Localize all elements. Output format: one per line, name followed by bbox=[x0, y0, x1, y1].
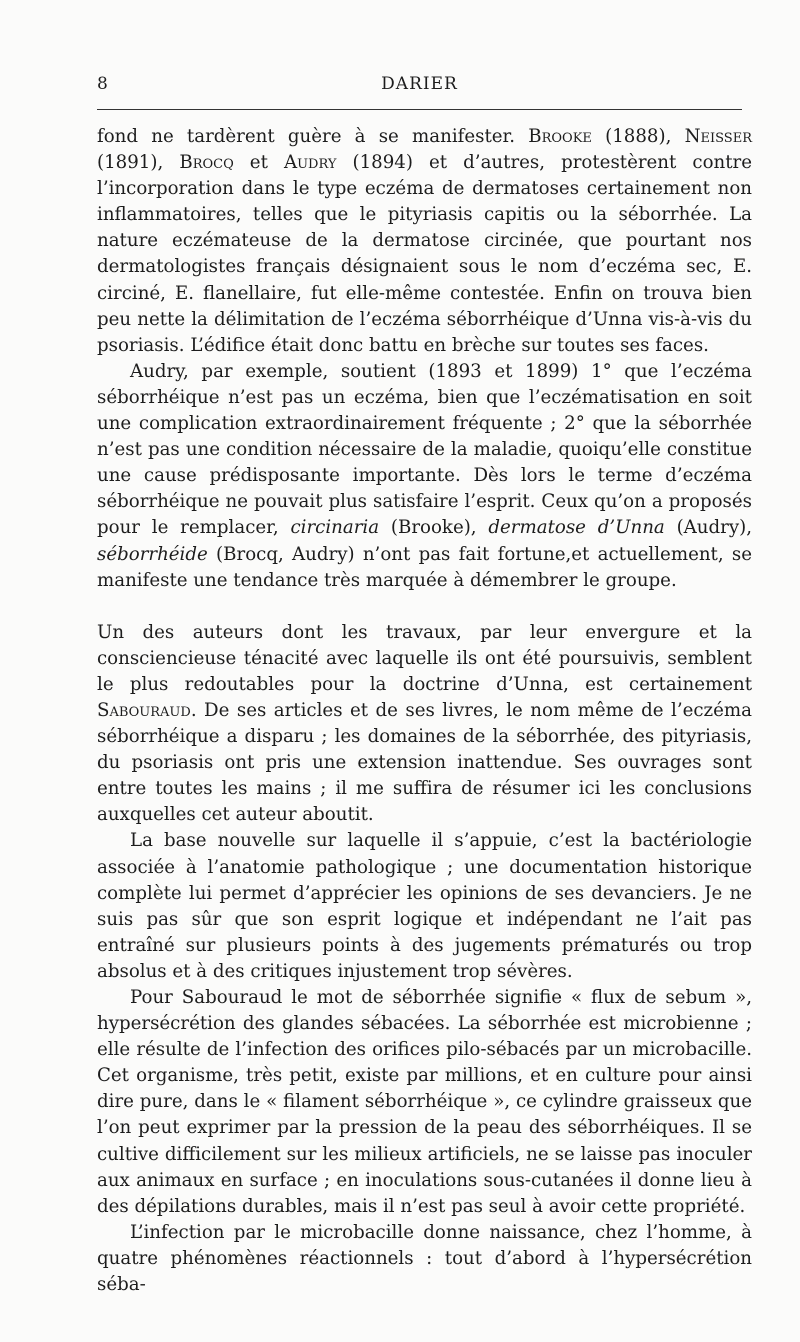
page-number: 8 bbox=[97, 74, 109, 94]
body-text bbox=[97, 124, 752, 1298]
text-run: fond ne tardèrent guère à se manifester. bbox=[97, 126, 529, 147]
text-run: (Brocq, Audry) n’ont pas fait fortune,et actuellement, se manifeste une tendance très marquée à démembrer le groupe. bbox=[97, 543, 752, 591]
text-run: Audry, par exemple, soutient (1893 et 1899) 1° que l’eczéma séborrhéique n’est pas un eczéma, bien que l’eczématisation en soit une complication extraordinairement fréquente ; 2° que la séborrhée n’est pas une condition nécessaire de la maladie, quoiqu’elle constitue une cause prédisposante importante. Dès lors le terme d’eczéma séborrhéique ne pouvait plus satisfaire l’esprit. Ceux qu’on a proposés pour le remplacer, bbox=[97, 360, 752, 539]
header-rule bbox=[97, 109, 742, 110]
text-run: (Audry), bbox=[664, 517, 753, 539]
paragraph-5: Pour Sabouraud le mot de séborrhée signifie « flux de sebum », hypersécrétion des glandes sébacées. La séborrhée est microbienne ; elle résulte de l’infection des orifices pilo-sébacés par un microbacille. Cet organisme, très petit, existe par millions, et en culture pour ainsi dire pure, dans le « filament séborrhéique », ce cylindre graisseux que l’on peut exprimer par la pression de la peau des séborrhéiques. Il se cultive difficilement sur les milieux artificiels, ne se laisse pas inoculer aux animaux en surface ; en inoculations sous-cutanées il donne lieu à des dépilations durables, mais il n’est pas seul à avoir cette propriété. bbox=[97, 987, 752, 1217]
text-run: . De ses articles et de ses livres, le nom même de l’eczéma séborrhéique a disparu ; les domaines de la séborrhée, des pityriasis, du psoriasis ont pris une extension inattendue. Ses ouvrages sont entre toutes les mains ; il me suffira de résumer ici les conclusions auxquelles cet auteur aboutit. bbox=[97, 699, 752, 826]
paragraph-6: L’infection par le microbacille donne naissance, chez l’homme, à quatre phénomènes réactionnels : tout d’abord à l’hypersécrétion séba- bbox=[97, 1221, 752, 1296]
text-run: et bbox=[233, 152, 284, 174]
paragraph-3 bbox=[97, 620, 752, 829]
author-name: Sabouraud bbox=[97, 699, 191, 721]
term-italic: séborrhéide bbox=[97, 543, 208, 565]
term-italic: circinaria bbox=[290, 517, 380, 539]
text-run: (1888), bbox=[591, 126, 685, 147]
text-run: Un des auteurs dont les travaux, par leur envergure et la consciencieuse ténacité avec laquelle ils ont été poursuivis, semblent le plus redoutables pour la doctrine d’Unna, est certainement bbox=[97, 621, 752, 695]
text-run: (1891), bbox=[97, 152, 180, 174]
paragraph-1 bbox=[97, 124, 752, 359]
term-italic: dermatose d’Unna bbox=[488, 517, 665, 539]
text-run: (1894) et d’autres, protestèrent contre l’incorporation dans le type eczéma de dermatoses certainement non inflammatoires, telles que le pityriasis capitis ou la séborrhée. La nature eczémateuse de la dermatose circinée, que pourtant nos dermatologistes français désignaient sous le nom d’eczéma sec, E. circiné, E. flanellaire, fut elle-même contestée. Enfin on trouva bien peu nette la délimitation de l’eczéma séborrhéique d’Unna vis-à-vis du psoriasis. L’édifice était donc battu en brèche sur toutes ses faces. bbox=[97, 152, 753, 356]
running-head: DARIER bbox=[381, 74, 458, 94]
text-run: (Brooke), bbox=[379, 517, 489, 539]
page-header bbox=[97, 74, 742, 98]
paragraph-4: La base nouvelle sur laquelle il s’appuie, c’est la bactériologie associée à l’anatomie pathologique ; une documentation historique complète lui permet d’apprécier les opinions de ses devanciers. Je ne suis pas sûr que son esprit logique et indépendant ne l’ait pas entraîné sur plusieurs points à des jugements prématurés ou trop absolus et à des critiques injustement trop sévères. bbox=[97, 830, 752, 982]
section-gap bbox=[97, 594, 752, 620]
author-name: Brooke bbox=[528, 126, 592, 147]
author-name: Neisser bbox=[684, 126, 752, 147]
author-name: Audry bbox=[283, 152, 337, 174]
paragraph-2 bbox=[97, 359, 752, 594]
author-name: Brocq bbox=[179, 152, 234, 174]
